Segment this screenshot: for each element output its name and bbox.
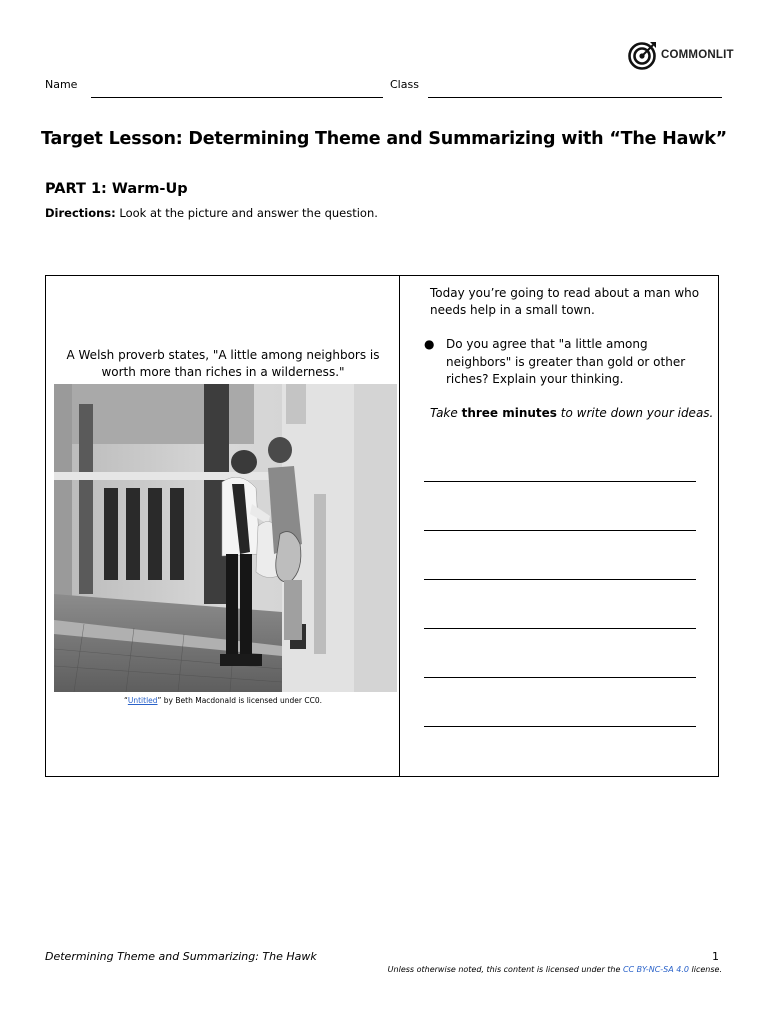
answer-line-2[interactable]: [424, 530, 696, 531]
part-heading: PART 1: Warm-Up: [45, 181, 188, 197]
license-link[interactable]: CC BY-NC-SA 4.0: [622, 965, 689, 974]
license-notice: Unless otherwise noted, this content is licensed under the CC BY-NC-SA 4.0 license.: [387, 965, 722, 974]
answer-line-6[interactable]: [424, 726, 696, 727]
footer-title: Determining Theme and Summarizing: The Hawk: [45, 950, 317, 963]
logo-text: COMMONLIT: [661, 49, 734, 61]
target-icon: [628, 40, 658, 70]
photo-caption: “Untitled” by Beth Macdonald is licensed under CC0.: [123, 696, 323, 705]
lesson-title: Target Lesson: Determining Theme and Summarizing with “The Hawk”: [41, 129, 727, 149]
name-label: Name: [45, 78, 78, 91]
question-text: Do you agree that "a little among neighbors" is greater than gold or other riches? Explain your thinking.: [446, 337, 686, 386]
directions-label: Directions:: [45, 206, 116, 220]
caption-link[interactable]: Untitled: [127, 696, 158, 705]
proverb-text: A Welsh proverb states, "A little among neighbors is worth more than riches in a wilderness.": [66, 348, 380, 379]
timer-instruction: Take three minutes to write down your ideas.: [430, 406, 714, 420]
class-field-line[interactable]: [428, 97, 722, 98]
class-label: Class: [390, 78, 419, 91]
answer-line-3[interactable]: [424, 579, 696, 580]
page-number: 1: [712, 950, 719, 963]
directions: [45, 206, 378, 220]
answer-line-1[interactable]: [424, 481, 696, 482]
answer-line-4[interactable]: [424, 628, 696, 629]
column-divider: [399, 276, 400, 776]
intro-text: Today you’re going to read about a man who needs help in a small town.: [430, 286, 700, 317]
bullet-icon: ●: [424, 337, 435, 351]
name-field-line[interactable]: [91, 97, 383, 98]
commonlit-logo: [628, 38, 738, 72]
question-bullet: [424, 336, 714, 389]
neighbors-photo: [54, 384, 397, 692]
answer-line-5[interactable]: [424, 677, 696, 678]
warm-up-table: [45, 275, 719, 777]
directions-text: Look at the picture and answer the question.: [115, 206, 378, 220]
